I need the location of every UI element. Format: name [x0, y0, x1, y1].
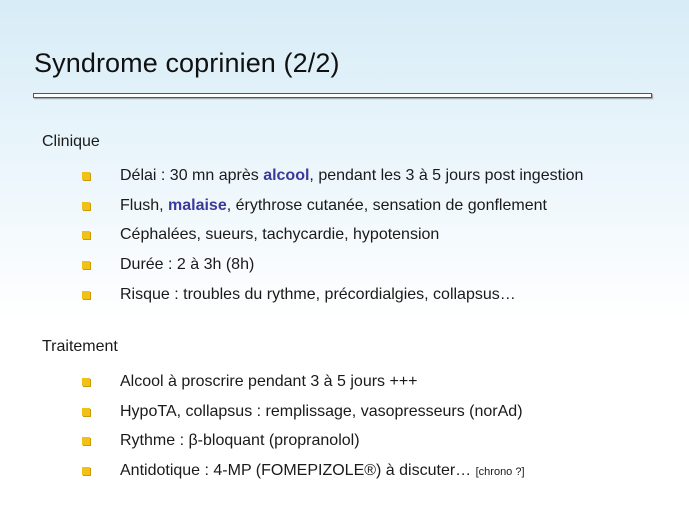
- emphasis-text: malaise: [168, 196, 227, 214]
- list-item: [82, 397, 682, 427]
- list-item-text: Risque : troubles du rythme, précordialgies, collapsus…: [120, 286, 516, 304]
- traitement-list: [82, 367, 682, 486]
- bullet-icon: [82, 408, 90, 416]
- bullet-icon: [82, 437, 90, 445]
- list-item-text: Alcool à proscrire pendant 3 à 5 jours +++: [120, 372, 418, 390]
- emphasis-text: alcool: [263, 166, 310, 184]
- bullet-icon: [82, 378, 90, 386]
- section-heading-clinique: Clinique: [42, 133, 100, 150]
- list-item: [82, 191, 682, 221]
- list-item: [82, 280, 682, 310]
- text-part: , pendant les 3 à 5 jours post ingestion: [309, 166, 584, 184]
- list-item-text: HypoTA, collapsus : remplissage, vasopresseurs (norAd): [120, 402, 523, 420]
- list-item-text: [120, 197, 547, 215]
- list-item: [82, 221, 682, 251]
- bullet-icon: [82, 202, 90, 210]
- list-item: [82, 161, 682, 191]
- slide-title: Syndrome coprinien (2/2): [34, 48, 340, 78]
- bullet-icon: [82, 261, 90, 269]
- list-item-text: [120, 462, 525, 480]
- bullet-icon: [82, 467, 90, 475]
- text-part: , érythrose cutanée, sensation de gonflement: [226, 196, 547, 214]
- list-item: [82, 250, 682, 280]
- list-item-text: Rythme : β-bloquant (propranolol): [120, 432, 360, 450]
- text-part: Flush,: [120, 196, 169, 214]
- list-item-text: Durée : 2 à 3h (8h): [120, 256, 255, 274]
- list-item: [82, 367, 682, 397]
- bullet-icon: [82, 291, 90, 299]
- section-heading-traitement: Traitement: [42, 338, 118, 355]
- list-item: [82, 427, 682, 457]
- list-item: [82, 456, 682, 486]
- list-item-text: [120, 167, 583, 185]
- text-part: Délai : 30 mn après: [120, 166, 264, 184]
- bullet-icon: [82, 172, 90, 180]
- chrono-note: [chrono ?]: [475, 466, 525, 479]
- clinique-list: [82, 161, 682, 310]
- title-divider: [33, 93, 652, 98]
- text-part: Antidotique : 4-MP (FOMEPIZOLE®) à discuter…: [120, 462, 476, 480]
- list-item-text: Céphalées, sueurs, tachycardie, hypotension: [120, 226, 440, 244]
- bullet-icon: [82, 231, 90, 239]
